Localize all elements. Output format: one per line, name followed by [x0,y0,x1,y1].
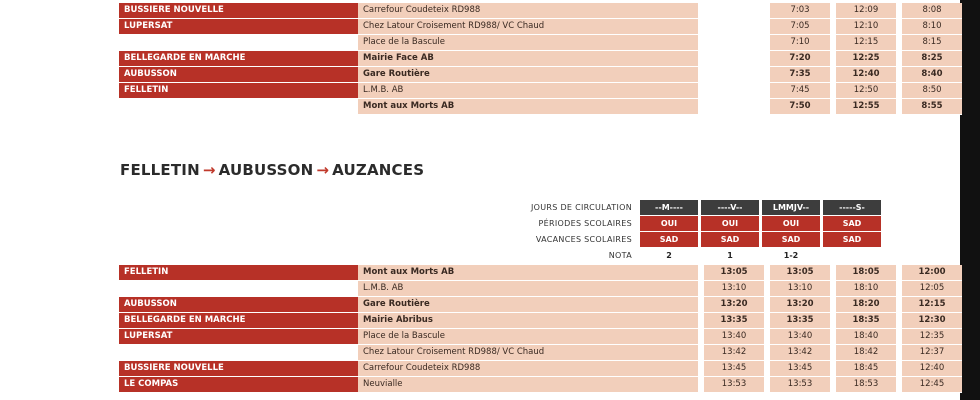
town-cell: BELLEGARDE EN MARCHE [119,313,358,329]
stop-cell: Carrefour Coudeteix RD988 [358,3,698,19]
arrow-icon: → [202,161,216,179]
time-cell: 8:15 [902,35,962,51]
table-row [119,3,962,19]
table-row [119,281,962,297]
time-cell: 12:15 [902,297,962,313]
table-row [119,19,962,35]
time-cell: 13:10 [704,281,764,297]
time-cell: 7:20 [770,51,830,67]
town-cell [119,345,358,361]
column-spacer [698,67,764,83]
days-cell: --M---- [640,200,698,216]
town-cell: LUPERSAT [119,329,358,345]
time-cell: 13:40 [704,329,764,345]
time-cell: 12:30 [902,313,962,329]
table-row [119,329,962,345]
time-cell: 12:00 [902,265,962,281]
nota-cell [823,248,881,264]
column-spacer [698,51,764,67]
time-cell: 13:20 [704,297,764,313]
stop-cell: Chez Latour Croisement RD988/ VC Chaud [358,345,698,361]
time-cell: 8:40 [902,67,962,83]
time-cell: 18:05 [836,265,896,281]
town-cell: FELLETIN [119,265,358,281]
time-cell: 7:45 [770,83,830,99]
days-cell: LMMJV-- [762,200,820,216]
table-row [119,265,962,281]
vacances-cell: SAD [701,232,759,248]
stop-cell: Gare Routière [358,67,698,83]
nota-label: NOTA [608,251,632,260]
bottom-timetable [119,265,962,393]
time-cell: 12:35 [902,329,962,345]
stop-cell: Place de la Bascule [358,329,698,345]
time-cell: 7:35 [770,67,830,83]
town-cell: BUSSIERE NOUVELLE [119,361,358,377]
time-cell: 8:25 [902,51,962,67]
table-row [119,313,962,329]
town-cell [119,35,358,51]
time-cell: 13:35 [770,313,830,329]
time-cell: 12:05 [902,281,962,297]
stop-cell: Place de la Bascule [358,35,698,51]
vacances-cell: SAD [762,232,820,248]
town-cell: BUSSIERE NOUVELLE [119,3,358,19]
time-cell: 13:35 [704,313,764,329]
stop-cell: Mairie Abribus [358,313,698,329]
town-cell: AUBUSSON [119,297,358,313]
nota-cell: 1 [701,248,759,264]
time-cell: 13:40 [770,329,830,345]
time-cell: 12:40 [836,67,896,83]
time-cell: 8:50 [902,83,962,99]
vacances-label: VACANCES SCOLAIRES [535,235,632,244]
vacances-row [440,232,881,248]
table-row [119,377,962,393]
town-cell: LUPERSAT [119,19,358,35]
stop-cell: L.M.B. AB [358,281,698,297]
stop-cell: Chez Latour Croisement RD988/ VC Chaud [358,19,698,35]
route-to: AUZANCES [332,161,425,179]
page-edge-bar [960,0,980,400]
column-spacer [698,83,764,99]
table-row [119,83,962,99]
scolaires-row [440,216,881,232]
time-cell: 18:40 [836,329,896,345]
table-row [119,35,962,51]
time-cell: 18:45 [836,361,896,377]
time-cell: 13:20 [770,297,830,313]
vacances-cell: SAD [640,232,698,248]
time-cell: 8:08 [902,3,962,19]
time-cell: 7:50 [770,99,830,115]
route-from: FELLETIN [120,161,200,179]
table-row [119,67,962,83]
time-cell: 18:53 [836,377,896,393]
time-cell: 13:05 [704,265,764,281]
time-cell: 12:40 [902,361,962,377]
town-cell: FELLETIN [119,83,358,99]
stop-cell: Gare Routière [358,297,698,313]
stop-cell: Mairie Face AB [358,51,698,67]
time-cell: 8:55 [902,99,962,115]
column-spacer [698,3,764,19]
nota-cell: 1-2 [762,248,820,264]
time-cell: 13:53 [770,377,830,393]
time-cell: 12:25 [836,51,896,67]
nota-cell: 2 [640,248,698,264]
time-cell: 13:42 [704,345,764,361]
scolaires-cell: SAD [823,216,881,232]
time-cell: 12:10 [836,19,896,35]
time-cell: 12:37 [902,345,962,361]
scolaires-cell: OUI [762,216,820,232]
time-cell: 18:10 [836,281,896,297]
column-spacer [698,19,764,35]
table-row [119,361,962,377]
town-cell [119,99,358,115]
time-cell: 13:45 [770,361,830,377]
scolaires-label: PÉRIODES SCOLAIRES [538,219,632,228]
column-spacer [698,99,764,115]
stop-cell: Mont aux Morts AB [358,99,698,115]
stop-cell: L.M.B. AB [358,83,698,99]
town-cell: AUBUSSON [119,67,358,83]
time-cell: 12:45 [902,377,962,393]
time-cell: 13:45 [704,361,764,377]
time-cell: 13:10 [770,281,830,297]
table-row [119,99,962,115]
stop-cell: Mont aux Morts AB [358,265,698,281]
days-cell: -----S- [823,200,881,216]
days-row [440,200,881,216]
town-cell: LE COMPAS [119,377,358,393]
time-cell: 12:09 [836,3,896,19]
time-cell: 13:53 [704,377,764,393]
column-spacer [698,35,764,51]
table-row [119,345,962,361]
nota-row [440,248,881,264]
stop-cell: Carrefour Coudeteix RD988 [358,361,698,377]
top-timetable [119,3,962,115]
time-cell: 18:42 [836,345,896,361]
town-cell [119,281,358,297]
table-row [119,51,962,67]
days-label: JOURS DE CIRCULATION [530,203,632,213]
time-cell: 7:03 [770,3,830,19]
time-cell: 13:05 [770,265,830,281]
time-cell: 18:35 [836,313,896,329]
time-cell: 12:55 [836,99,896,115]
route-title [120,161,424,179]
time-cell: 12:15 [836,35,896,51]
table-row [119,297,962,313]
route-via: AUBUSSON [218,161,314,179]
time-cell: 12:50 [836,83,896,99]
scolaires-cell: OUI [701,216,759,232]
time-cell: 8:10 [902,19,962,35]
time-cell: 7:05 [770,19,830,35]
days-cell: ----V-- [701,200,759,216]
service-header [440,200,881,264]
time-cell: 13:42 [770,345,830,361]
time-cell: 18:20 [836,297,896,313]
vacances-cell: SAD [823,232,881,248]
arrow-icon: → [316,161,330,179]
stop-cell: Neuvialle [358,377,698,393]
scolaires-cell: OUI [640,216,698,232]
time-cell: 7:10 [770,35,830,51]
town-cell: BELLEGARDE EN MARCHE [119,51,358,67]
